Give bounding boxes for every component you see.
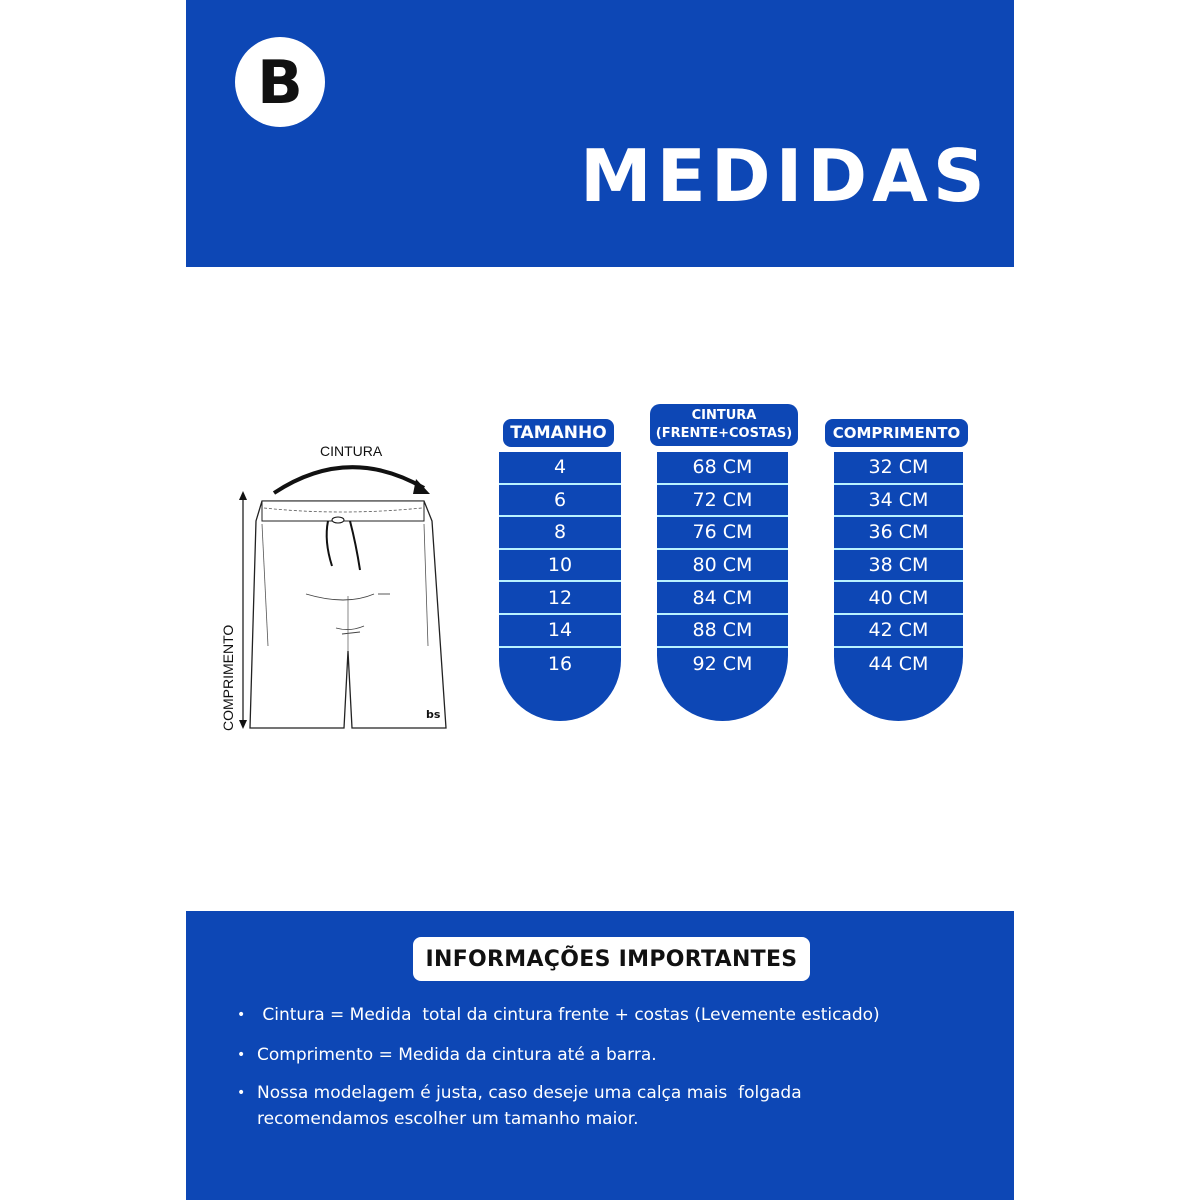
bullet-text: Nossa modelagem é justa, caso deseje uma calça mais folgada bbox=[257, 1083, 802, 1103]
list-item bbox=[237, 1080, 802, 1132]
bullet-text: recomendamos escolher um tamanho maior. bbox=[257, 1109, 639, 1129]
table-cell: 80 CM bbox=[657, 550, 788, 583]
table-cell: 88 CM bbox=[657, 615, 788, 648]
col-header-size bbox=[503, 419, 614, 447]
table-cell: 4 bbox=[499, 452, 621, 485]
bullet-dot: • bbox=[237, 1085, 246, 1101]
col-body-waist bbox=[657, 452, 788, 721]
list-item bbox=[237, 1002, 880, 1028]
table-cell: 32 CM bbox=[834, 452, 963, 485]
table-cell: 68 CM bbox=[657, 452, 788, 485]
page-title: MEDIDAS bbox=[580, 134, 990, 218]
bullet-dot: • bbox=[237, 1007, 246, 1023]
list-item bbox=[237, 1042, 657, 1068]
brand-mark: bs bbox=[426, 708, 441, 721]
bullet-text: Cintura = Medida total da cintura frente + costas (Levemente esticado) bbox=[257, 1005, 880, 1025]
table-cell: 8 bbox=[499, 517, 621, 550]
table-cell: 72 CM bbox=[657, 485, 788, 518]
col-body-length bbox=[834, 452, 963, 721]
table-cell: 38 CM bbox=[834, 550, 963, 583]
table-cell: 44 CM bbox=[868, 652, 929, 675]
col-header-length-label: COMPRIMENTO bbox=[832, 424, 961, 442]
table-cell: 40 CM bbox=[834, 582, 963, 615]
table-cell: 92 CM bbox=[692, 652, 753, 675]
table-cell: 76 CM bbox=[657, 517, 788, 550]
waist-label: CINTURA bbox=[320, 443, 383, 459]
table-cell: 36 CM bbox=[834, 517, 963, 550]
info-title: INFORMAÇÕES IMPORTANTES bbox=[413, 937, 810, 981]
col-body-size bbox=[499, 452, 621, 721]
col-header-waist-line1: CINTURA bbox=[691, 408, 757, 423]
table-cell: 10 bbox=[499, 550, 621, 583]
length-label: COMPRIMENTO bbox=[220, 624, 236, 731]
col-header-size-label: TAMANHO bbox=[510, 423, 607, 443]
shorts-diagram bbox=[210, 436, 470, 736]
table-cell: 16 bbox=[547, 652, 573, 675]
logo-letter: B bbox=[257, 48, 303, 118]
table-cell: 42 CM bbox=[834, 615, 963, 648]
table-cell: 84 CM bbox=[657, 582, 788, 615]
col-header-waist bbox=[650, 404, 798, 446]
table-cell: 12 bbox=[499, 582, 621, 615]
bullet-text: Comprimento = Medida da cintura até a barra. bbox=[257, 1045, 657, 1065]
table-cell: 14 bbox=[499, 615, 621, 648]
table-cell: 6 bbox=[499, 485, 621, 518]
brand-logo bbox=[235, 37, 325, 127]
bullet-dot: • bbox=[237, 1047, 246, 1063]
col-header-length bbox=[825, 419, 968, 447]
col-header-waist-line2: (FRENTE+COSTAS) bbox=[655, 426, 793, 441]
table-cell: 34 CM bbox=[834, 485, 963, 518]
